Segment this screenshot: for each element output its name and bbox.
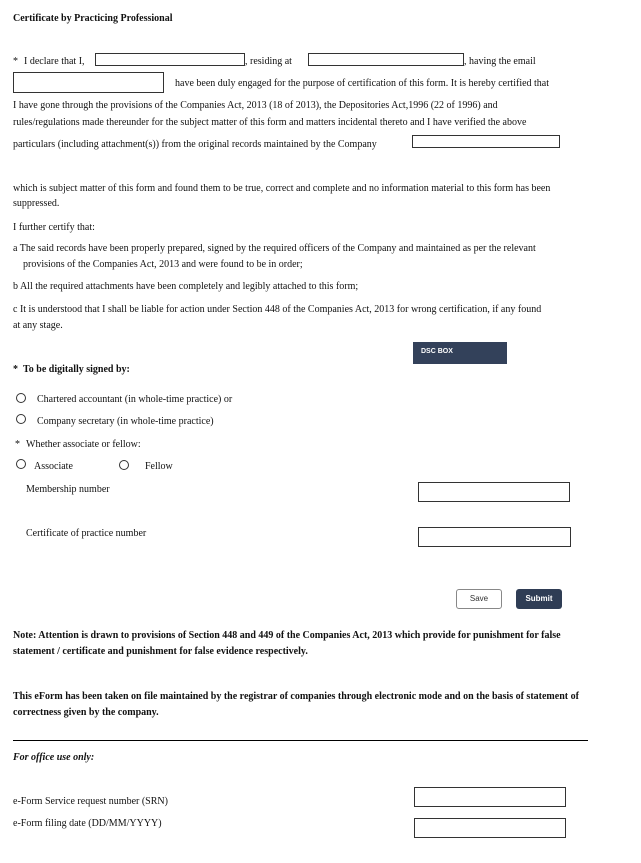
certify-item-c: c It is understood that I shall be liable for action under Section 448 of the Companies Act, 2013 for wrong certification, if any found: [13, 304, 542, 315]
section-divider: [13, 740, 588, 741]
eform-note: This eForm has been taken on file maintained by the registrar of companies through electronic mode and on the basis of statement of correctness given by the company.: [13, 691, 579, 718]
fellow-label: Fellow: [145, 461, 173, 472]
cop-number-label: Certificate of practice number: [26, 528, 147, 539]
email-text: , having the email: [464, 56, 536, 67]
legal-note: Note: Attention is drawn to provisions of Section 448 and 449 of the Companies Act, 2013 which provide for punishment for false statement / certificate and punishment for false evidence respectively.: [13, 630, 561, 657]
declaration-line: suppressed.: [13, 198, 60, 209]
email-input[interactable]: [13, 72, 164, 93]
further-certify-intro: I further certify that:: [13, 222, 95, 233]
declaration-line: which is subject matter of this form and found them to be true, correct and complete and no information material to this form has been: [13, 183, 551, 194]
residing-text: , residing at: [245, 56, 292, 67]
company-secretary-label: Company secretary (in whole-time practice): [37, 416, 214, 427]
company-records-input[interactable]: [412, 135, 560, 148]
membership-number-label: Membership number: [26, 484, 110, 495]
chartered-accountant-label: Chartered accountant (in whole-time practice) or: [37, 394, 233, 405]
digitally-signed-label: To be digitally signed by:: [23, 364, 130, 375]
residence-input[interactable]: [308, 53, 464, 66]
associate-label: Associate: [34, 461, 73, 472]
certify-item-b: b All the required attachments have been completely and legibly attached to this form;: [13, 281, 359, 292]
declaration-line: I have gone through the provisions of the Companies Act, 2013 (18 of 2013), the Depositories Act,1996 (22 of 1996) and: [13, 100, 498, 111]
declare-text: I declare that I,: [24, 56, 85, 67]
certify-item-a-cont: provisions of the Companies Act, 2013 and were found to be in order;: [23, 259, 303, 270]
office-use-heading: For office use only:: [13, 752, 95, 763]
associate-radio[interactable]: [16, 459, 26, 469]
save-button[interactable]: Save: [456, 589, 502, 609]
certify-item-a: a The said records have been properly prepared, signed by the required officers of the Company and maintained as per the relevant: [13, 243, 536, 254]
certify-item-c-cont: at any stage.: [13, 320, 63, 331]
engaged-text: have been duly engaged for the purpose of certification of this form. It is hereby certified that: [175, 78, 550, 89]
company-secretary-radio[interactable]: [16, 414, 26, 424]
cop-number-input[interactable]: [418, 527, 571, 547]
submit-button[interactable]: Submit: [516, 589, 562, 609]
srn-input[interactable]: [414, 787, 566, 807]
declaration-line: rules/regulations made thereunder for the subject matter of this form and matters incidental thereto and I have verified the above: [13, 117, 527, 128]
declarant-name-input[interactable]: [95, 53, 245, 66]
declaration-line: particulars (including attachment(s)) from the original records maintained by the Company: [13, 139, 377, 150]
srn-label: e-Form Service request number (SRN): [13, 796, 168, 807]
associate-fellow-question: Whether associate or fellow:: [26, 439, 141, 450]
membership-number-input[interactable]: [418, 482, 570, 502]
required-star: *: [13, 364, 18, 375]
filing-date-label: e-Form filing date (DD/MM/YYYY): [13, 818, 162, 829]
chartered-accountant-radio[interactable]: [16, 393, 26, 403]
dsc-box[interactable]: DSC BOX: [413, 342, 507, 364]
required-star: *: [15, 439, 20, 450]
fellow-radio[interactable]: [119, 460, 129, 470]
filing-date-input[interactable]: [414, 818, 566, 838]
required-star: *: [13, 56, 18, 67]
page-title: Certificate by Practicing Professional: [13, 13, 173, 24]
